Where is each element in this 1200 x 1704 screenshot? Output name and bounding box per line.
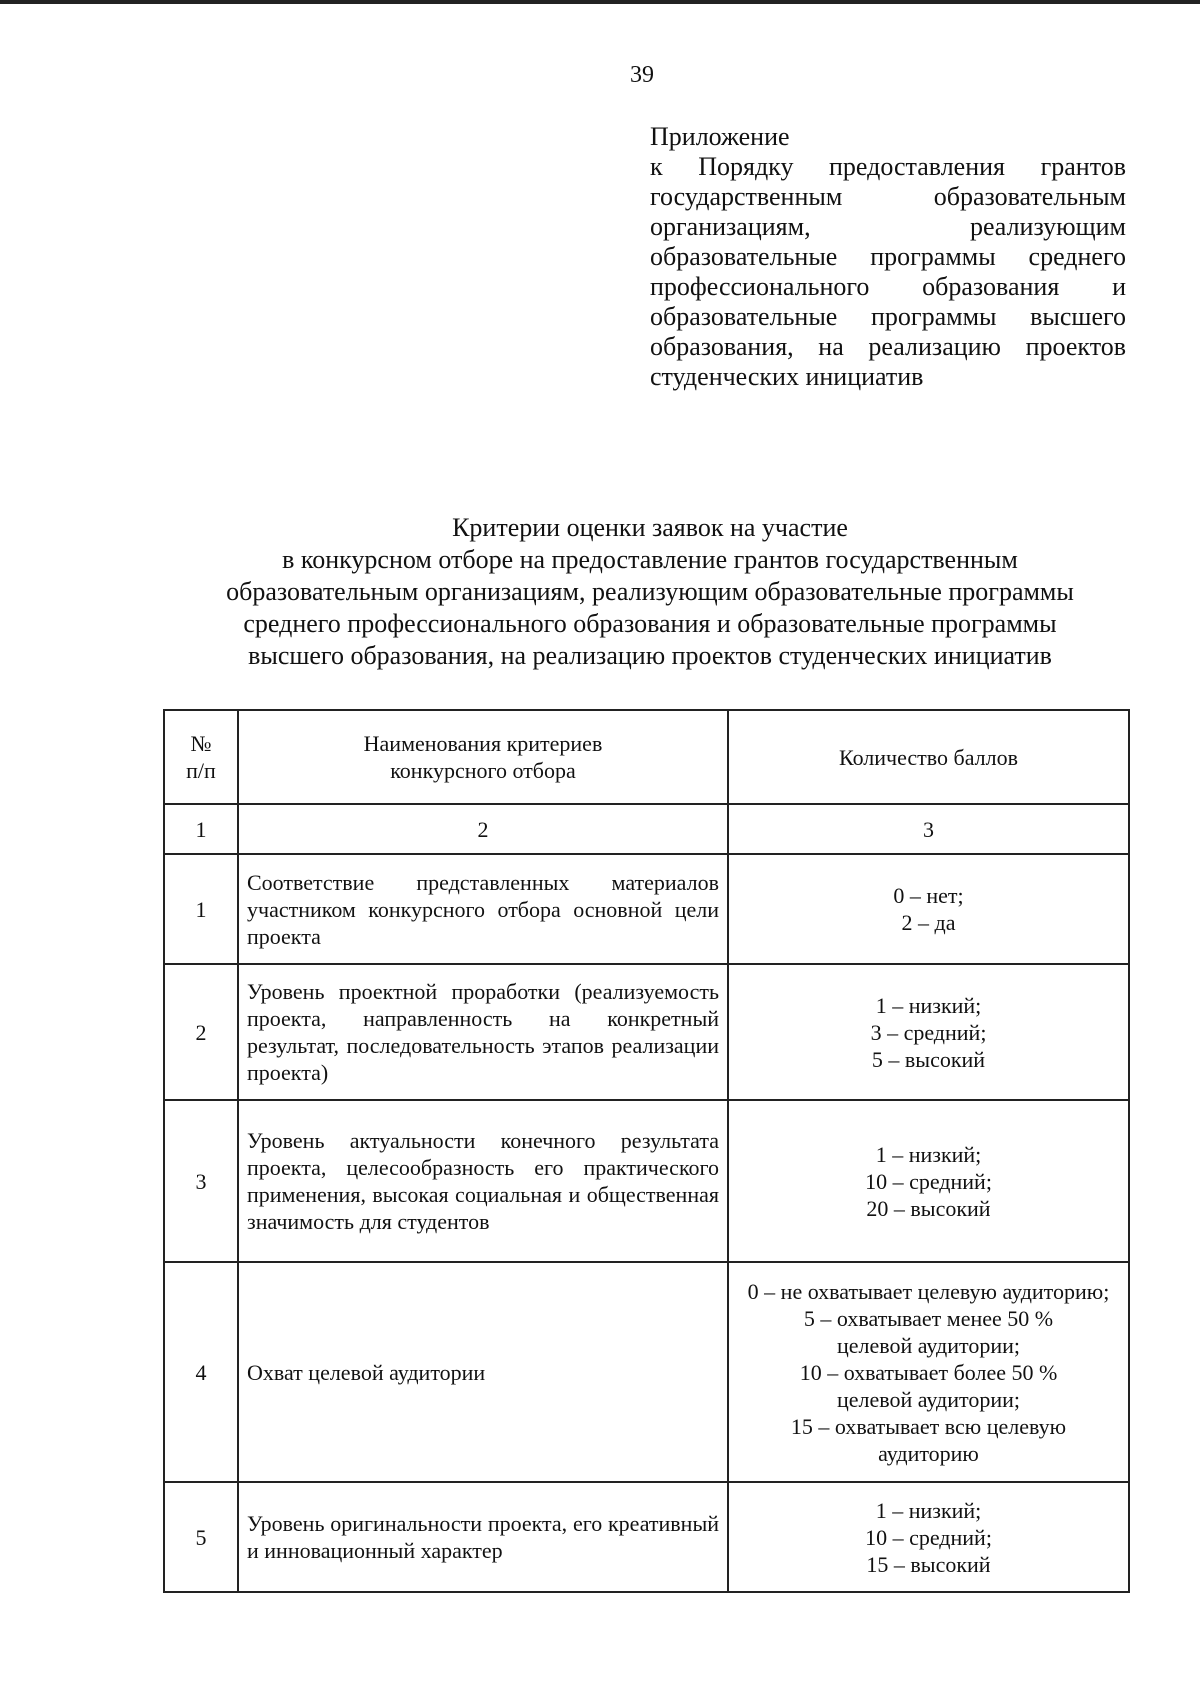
score-line: 0 – нет; (893, 883, 964, 908)
criterion-name: Уровень проектной проработки (реализуемость проекта, направленность на конкретный результат, последовательность этапов реализации проекта) (238, 964, 728, 1100)
title-line: в конкурсном отборе на предоставление грантов государственным (282, 545, 1018, 574)
score-line: 10 – средний; (865, 1524, 992, 1550)
title-line: среднего профессионального образования и образовательные программы (243, 609, 1057, 638)
column-number: 2 (238, 804, 728, 854)
score-line: 1 – низкий; (875, 992, 982, 1018)
score-line: 3 – средний; (870, 1019, 987, 1045)
score-cell (728, 1262, 1129, 1482)
row-number: 5 (164, 1482, 238, 1592)
score-line: 10 – средний; (865, 1168, 992, 1194)
header-name-cell (238, 710, 728, 804)
score-line: 0 – не охватывает целевую аудиторию; (747, 1278, 1110, 1304)
row-number: 2 (164, 964, 238, 1100)
table-row (164, 1100, 1129, 1262)
table-header-row (164, 710, 1129, 804)
page-number: 39 (630, 62, 654, 88)
score-line: 2 – да (901, 910, 956, 935)
column-number: 3 (728, 804, 1129, 854)
score-line: 10 – охватывает более 50 % (799, 1359, 1058, 1385)
score-cell (728, 964, 1129, 1100)
header-score-cell: Количество баллов (728, 710, 1129, 804)
column-number-row (164, 804, 1129, 854)
score-cell (728, 854, 1129, 964)
header-name-line: Наименования критериев (363, 731, 603, 756)
title-line: высшего образования, на реализацию проектов студенческих инициатив (248, 641, 1052, 670)
score-line: 15 – охватывает всю целевую (790, 1413, 1067, 1439)
score-line: целевой аудитории; (836, 1332, 1020, 1358)
criterion-name: Соответствие представленных материалов участником конкурсного отбора основной цели проекта (238, 854, 728, 964)
header-name-line: конкурсного отбора (390, 758, 576, 783)
row-number: 3 (164, 1100, 238, 1262)
title-line: образовательным организациям, реализующим образовательные программы (226, 577, 1074, 606)
score-line: 1 – низкий; (875, 1141, 982, 1167)
table-row (164, 1482, 1129, 1592)
table-row (164, 854, 1129, 964)
header-num-label: п/п (186, 758, 216, 783)
score-line: целевой аудитории; (836, 1386, 1020, 1412)
criterion-name: Уровень оригинальности проекта, его креативный и инновационный характер (238, 1482, 728, 1592)
header-num-cell (164, 710, 238, 804)
header-num-symbol: № (190, 731, 212, 756)
score-cell (728, 1482, 1129, 1592)
score-line: 15 – высокий (866, 1551, 991, 1577)
top-border (0, 0, 1200, 4)
appendix-block (650, 122, 1126, 392)
appendix-heading: Приложение (650, 122, 790, 151)
column-number: 1 (164, 804, 238, 854)
score-line: 5 – охватывает менее 50 % (803, 1305, 1054, 1331)
criteria-table (163, 709, 1130, 1593)
score-line: аудиторию (878, 1440, 979, 1466)
score-cell (728, 1100, 1129, 1262)
score-line: 1 – низкий; (875, 1497, 982, 1523)
table-row (164, 1262, 1129, 1482)
score-line: 20 – высокий (866, 1195, 991, 1221)
row-number: 4 (164, 1262, 238, 1482)
table-row (164, 964, 1129, 1100)
document-title (150, 512, 1150, 672)
appendix-body: к Порядку предоставления грантов государственным образовательным организациям, реализующим образовательные программы среднего профессионального образования и образовательные программы высшего образования, на реализацию проектов студенческих инициатив (650, 152, 1126, 391)
criterion-name: Охват целевой аудитории (238, 1262, 728, 1482)
criterion-name: Уровень актуальности конечного результата проекта, целесообразность его практического применения, высокая социальная и общественная значимость для студентов (238, 1100, 728, 1262)
score-line: 5 – высокий (871, 1046, 986, 1072)
row-number: 1 (164, 854, 238, 964)
title-line: Критерии оценки заявок на участие (452, 513, 848, 542)
